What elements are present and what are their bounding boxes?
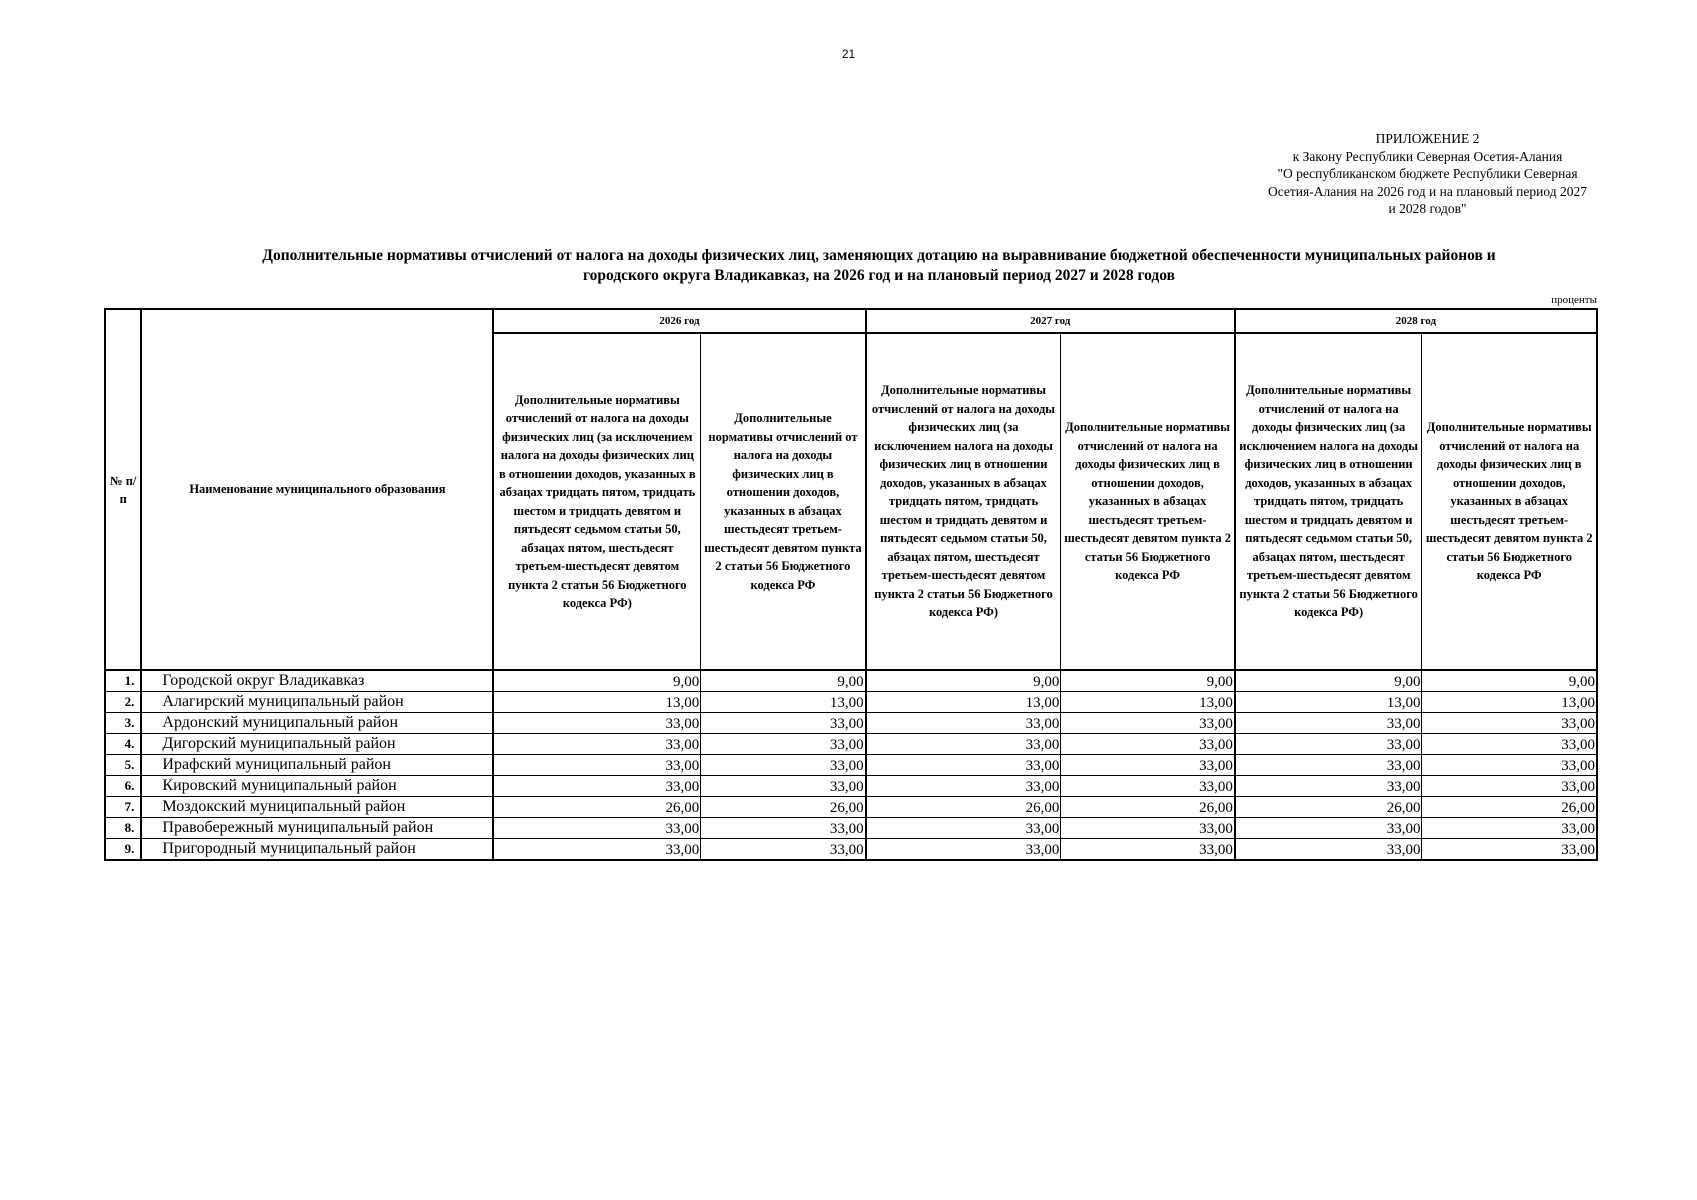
value-cell: 33,00 — [1061, 755, 1235, 776]
value-cell: 9,00 — [866, 670, 1061, 692]
value-cell: 26,00 — [701, 797, 866, 818]
value-cell: 33,00 — [1235, 839, 1422, 861]
units-label: проценты — [1551, 294, 1597, 306]
municipality-name: Городской округ Владикавказ — [141, 670, 493, 692]
municipality-name: Алагирский муниципальный район — [141, 692, 493, 713]
subheader-2027-general: Дополнительные нормативы отчислений от налога на доходы физических лиц (за исключением налога на доходы физических лиц в отношении доходов, указанных в абзацах тридцать пятом, тридцать шестом и тридцать девятом и пятьдесят седьмом статьи 50, абзацах пятом, шестьдесят третьем-шестьдесят девятом пункта 2 статьи 56 Бюджетного кодекса РФ) — [866, 333, 1061, 670]
value-cell: 9,00 — [1235, 670, 1422, 692]
subheader-2026-specific: Дополнительные нормативы отчислений от налога на доходы физических лиц в отношении доходов, указанных в абзацах шестьдесят третьем-шестьдесят девятом пункта 2 статьи 56 Бюджетного кодекса РФ — [701, 333, 866, 670]
value-cell: 9,00 — [701, 670, 866, 692]
value-cell: 13,00 — [493, 692, 700, 713]
value-cell: 33,00 — [866, 755, 1061, 776]
page-number: 21 — [841, 47, 856, 61]
value-cell: 33,00 — [493, 713, 700, 734]
row-number: 6. — [105, 776, 141, 797]
year-header-2026: 2026 год — [493, 309, 865, 333]
table-row — [105, 755, 1597, 776]
value-cell: 33,00 — [866, 818, 1061, 839]
appendix-line: к Закону Республики Северная Осетия-Алания — [1292, 148, 1563, 164]
value-cell: 33,00 — [1061, 818, 1235, 839]
value-cell: 13,00 — [1235, 692, 1422, 713]
municipality-name: Правобережный муниципальный район — [141, 818, 493, 839]
value-cell: 33,00 — [1235, 734, 1422, 755]
value-cell: 26,00 — [1061, 797, 1235, 818]
subheader-2028-specific: Дополнительные нормативы отчислений от налога на доходы физических лиц в отношении доходов, указанных в абзацах шестьдесят третьем-шестьдесят девятом пункта 2 статьи 56 Бюджетного кодекса РФ — [1422, 333, 1597, 670]
table-row — [105, 713, 1597, 734]
column-header-name: Наименование муниципального образования — [141, 309, 493, 670]
value-cell: 33,00 — [1061, 734, 1235, 755]
value-cell: 33,00 — [866, 713, 1061, 734]
row-number: 7. — [105, 797, 141, 818]
value-cell: 33,00 — [701, 818, 866, 839]
value-cell: 33,00 — [1235, 776, 1422, 797]
value-cell: 33,00 — [701, 713, 866, 734]
value-cell: 33,00 — [1422, 818, 1597, 839]
value-cell: 33,00 — [493, 839, 700, 861]
appendix-line: Осетия-Алания на 2026 год и на плановый период 2027 — [1268, 183, 1587, 199]
row-number: 4. — [105, 734, 141, 755]
value-cell: 13,00 — [1422, 692, 1597, 713]
allocation-table — [104, 308, 1598, 861]
table-row — [105, 839, 1597, 861]
subheader-2028-general: Дополнительные нормативы отчислений от налога на доходы физических лиц (за исключением налога на доходы физических лиц в отношении доходов, указанных в абзацах тридцать пятом, тридцать шестом и тридцать девятом и пятьдесят седьмом статьи 50, абзацах пятом, шестьдесят третьем-шестьдесят девятом пункта 2 статьи 56 Бюджетного кодекса РФ) — [1235, 333, 1422, 670]
row-number: 2. — [105, 692, 141, 713]
value-cell: 33,00 — [1061, 839, 1235, 861]
municipality-name: Ардонский муниципальный район — [141, 713, 493, 734]
municipality-name: Моздокский муниципальный район — [141, 797, 493, 818]
column-header-number: № п/п — [105, 309, 141, 670]
value-cell: 33,00 — [1422, 776, 1597, 797]
value-cell: 33,00 — [493, 755, 700, 776]
appendix-line: "О республиканском бюджете Республики Северная — [1277, 166, 1578, 181]
municipality-name: Кировский муниципальный район — [141, 776, 493, 797]
value-cell: 33,00 — [1422, 755, 1597, 776]
value-cell: 26,00 — [1235, 797, 1422, 818]
municipality-name: Ирафский муниципальный район — [141, 755, 493, 776]
table-row — [105, 692, 1597, 713]
value-cell: 33,00 — [1061, 776, 1235, 797]
title-line-2: городского округа Владикавказ, на 2026 год и на плановый период 2027 и 2028 годов — [583, 267, 1175, 284]
value-cell: 33,00 — [866, 776, 1061, 797]
appendix-header — [1250, 130, 1605, 218]
value-cell: 33,00 — [701, 776, 866, 797]
value-cell: 13,00 — [866, 692, 1061, 713]
value-cell: 33,00 — [493, 776, 700, 797]
table-header-years — [105, 309, 1597, 333]
value-cell: 9,00 — [1061, 670, 1235, 692]
row-number: 8. — [105, 818, 141, 839]
row-number: 5. — [105, 755, 141, 776]
table-row — [105, 797, 1597, 818]
table-row — [105, 734, 1597, 755]
value-cell: 33,00 — [1235, 818, 1422, 839]
municipality-name: Пригородный муниципальный район — [141, 839, 493, 861]
subheader-2027-specific: Дополнительные нормативы отчислений от налога на доходы физических лиц в отношении доходов, указанных в абзацах шестьдесят третьем-шестьдесят девятом пункта 2 статьи 56 Бюджетного кодекса РФ — [1061, 333, 1235, 670]
value-cell: 13,00 — [1061, 692, 1235, 713]
value-cell: 26,00 — [866, 797, 1061, 818]
value-cell: 33,00 — [701, 734, 866, 755]
year-header-2027: 2027 год — [866, 309, 1235, 333]
value-cell: 26,00 — [1422, 797, 1597, 818]
title-line-1: Дополнительные нормативы отчислений от налога на доходы физических лиц, заменяющих дотацию на выравнивание бюджетной обеспеченности муниципальных районов и — [262, 247, 1496, 264]
row-number: 3. — [105, 713, 141, 734]
value-cell: 13,00 — [701, 692, 866, 713]
value-cell: 33,00 — [493, 734, 700, 755]
municipality-name: Дигорский муниципальный район — [141, 734, 493, 755]
appendix-line: ПРИЛОЖЕНИЕ 2 — [1375, 131, 1480, 146]
value-cell: 33,00 — [1235, 755, 1422, 776]
value-cell: 33,00 — [493, 818, 700, 839]
document-title — [170, 246, 1588, 286]
row-number: 1. — [105, 670, 141, 692]
value-cell: 26,00 — [493, 797, 700, 818]
table-row — [105, 818, 1597, 839]
appendix-line: и 2028 годов" — [1388, 201, 1467, 216]
year-header-2028: 2028 год — [1235, 309, 1597, 333]
value-cell: 33,00 — [1235, 713, 1422, 734]
value-cell: 33,00 — [1422, 713, 1597, 734]
value-cell: 33,00 — [866, 839, 1061, 861]
row-number: 9. — [105, 839, 141, 861]
value-cell: 33,00 — [1422, 839, 1597, 861]
value-cell: 33,00 — [701, 755, 866, 776]
value-cell: 33,00 — [1061, 713, 1235, 734]
subheader-2026-general: Дополнительные нормативы отчислений от налога на доходы физических лиц (за исключением налога на доходы физических лиц в отношении доходов, указанных в абзацах тридцать пятом, тридцать шестом и тридцать девятом и пятьдесят седьмом статьи 50, абзацах пятом, шестьдесят третьем-шестьдесят девятом пункта 2 статьи 56 Бюджетного кодекса РФ) — [493, 333, 700, 670]
table-row — [105, 670, 1597, 692]
value-cell: 33,00 — [1422, 734, 1597, 755]
value-cell: 9,00 — [1422, 670, 1597, 692]
value-cell: 33,00 — [866, 734, 1061, 755]
value-cell: 33,00 — [701, 839, 866, 861]
table-row — [105, 776, 1597, 797]
value-cell: 9,00 — [493, 670, 700, 692]
